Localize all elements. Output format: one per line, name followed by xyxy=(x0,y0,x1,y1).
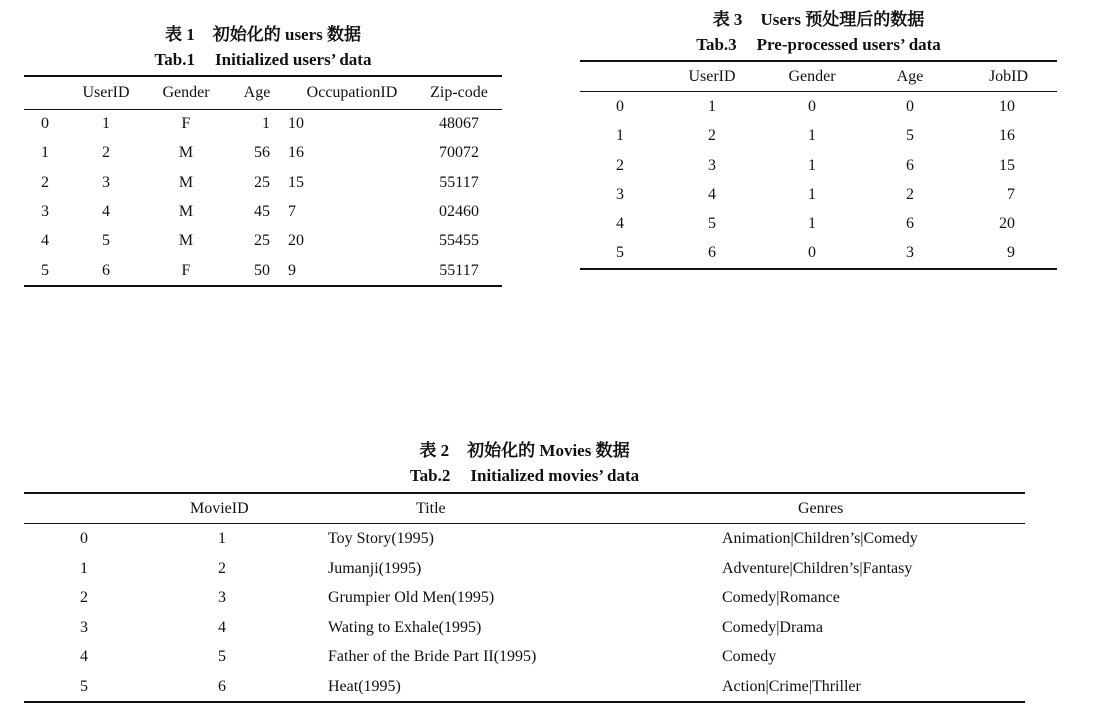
cell-title: Heat(1995) xyxy=(328,677,401,695)
cell-age: 1 xyxy=(262,115,270,133)
table-row xyxy=(24,139,502,168)
column-header: OccupationID xyxy=(306,83,398,101)
cell-title: Toy Story(1995) xyxy=(328,530,434,548)
table-header-row xyxy=(24,493,1025,524)
cell-age: 56 xyxy=(254,144,270,162)
table-row xyxy=(580,151,1057,180)
caption-en: Tab.3 Pre-processed users’ data xyxy=(696,35,941,54)
cell-jobid: 10 xyxy=(999,97,1015,115)
cell-age: 25 xyxy=(254,173,270,191)
column-header: MovieID xyxy=(190,499,249,517)
cell-userid: 3 xyxy=(708,156,716,174)
column-header: JobID xyxy=(988,67,1029,85)
cell-age: 6 xyxy=(906,156,914,174)
cell-movieid: 6 xyxy=(218,677,226,695)
cell-userid: 2 xyxy=(708,127,716,145)
row-index: 4 xyxy=(616,215,624,233)
cell-gender: 1 xyxy=(808,127,816,145)
column-header xyxy=(24,76,66,109)
caption-zh: 表 2 初始化的 Movies 数据 xyxy=(419,441,630,460)
column-header xyxy=(580,61,660,92)
row-index: 2 xyxy=(41,173,49,191)
table-row xyxy=(24,642,1025,672)
cell-occupation: 16 xyxy=(288,144,304,162)
table-row xyxy=(24,109,502,139)
cell-jobid: 20 xyxy=(999,215,1015,233)
cell-zip: 48067 xyxy=(439,115,479,133)
caption-zh: 表 1 初始化的 users 数据 xyxy=(164,25,362,44)
cell-genres: Comedy xyxy=(722,648,777,666)
row-index: 5 xyxy=(616,244,624,262)
cell-occupation: 7 xyxy=(288,203,296,221)
table-row xyxy=(24,583,1025,613)
table-row xyxy=(580,122,1057,151)
table-header-row xyxy=(580,61,1057,92)
cell-userid: 5 xyxy=(102,232,110,250)
cell-title: Grumpier Old Men(1995) xyxy=(328,589,495,607)
row-index: 1 xyxy=(80,559,88,577)
table-row xyxy=(24,168,502,197)
table-row xyxy=(580,92,1057,122)
row-index: 1 xyxy=(616,127,624,145)
cell-title: Wating to Exhale(1995) xyxy=(328,618,482,636)
cell-movieid: 2 xyxy=(218,559,226,577)
cell-userid: 4 xyxy=(708,185,716,203)
cell-gender: M xyxy=(178,173,194,191)
cell-userid: 1 xyxy=(708,97,716,115)
cell-gender: 1 xyxy=(808,185,816,203)
cell-gender: M xyxy=(178,203,194,221)
cell-age: 3 xyxy=(906,244,914,262)
cell-occupation: 10 xyxy=(288,115,304,133)
row-index: 1 xyxy=(41,144,49,162)
cell-jobid: 7 xyxy=(1007,185,1015,203)
cell-age: 0 xyxy=(906,97,914,115)
cell-zip: 55117 xyxy=(439,173,479,191)
row-index: 4 xyxy=(80,648,88,666)
cell-age: 50 xyxy=(254,261,270,279)
column-header: Age xyxy=(243,83,271,101)
cell-gender: 1 xyxy=(808,156,816,174)
cell-userid: 2 xyxy=(102,144,110,162)
cell-genres: Comedy|Drama xyxy=(722,618,823,636)
cell-age: 5 xyxy=(906,127,914,145)
caption-en: Tab.2 Initialized movies’ data xyxy=(409,466,640,485)
cell-movieid: 1 xyxy=(218,530,226,548)
row-index: 2 xyxy=(80,589,88,607)
row-index: 3 xyxy=(41,203,49,221)
cell-gender: F xyxy=(181,115,191,133)
cell-userid: 4 xyxy=(102,203,110,221)
row-index: 3 xyxy=(616,185,624,203)
cell-title: Father of the Bride Part II(1995) xyxy=(328,648,537,666)
row-index: 3 xyxy=(80,618,88,636)
column-header: Title xyxy=(416,499,446,517)
table-1-caption xyxy=(24,22,502,72)
cell-userid: 1 xyxy=(102,115,110,133)
row-index: 0 xyxy=(616,97,624,115)
cell-genres: Animation|Children’s|Comedy xyxy=(722,530,918,548)
table-2-caption xyxy=(24,438,1025,488)
row-index: 0 xyxy=(80,530,88,548)
cell-userid: 5 xyxy=(708,215,716,233)
row-index: 5 xyxy=(80,677,88,695)
preprocessed-users-table xyxy=(580,60,1057,270)
movies-table xyxy=(24,492,1025,703)
cell-zip: 70072 xyxy=(439,144,479,162)
row-index: 4 xyxy=(41,232,49,250)
cell-genres: Action|Crime|Thriller xyxy=(722,677,861,695)
table-row xyxy=(24,524,1025,554)
cell-occupation: 20 xyxy=(288,232,304,250)
cell-gender: F xyxy=(181,261,191,279)
cell-gender: 0 xyxy=(808,97,816,115)
cell-genres: Comedy|Romance xyxy=(722,589,840,607)
cell-title: Jumanji(1995) xyxy=(328,559,422,577)
table-row xyxy=(580,209,1057,238)
cell-genres: Adventure|Children’s|Fantasy xyxy=(722,559,913,577)
column-header xyxy=(24,493,144,524)
table-row xyxy=(24,554,1025,584)
cell-userid: 3 xyxy=(102,173,110,191)
column-header: Age xyxy=(896,67,924,85)
table-3-caption xyxy=(580,7,1057,57)
table-row xyxy=(24,227,502,256)
users-table xyxy=(24,75,502,287)
column-header: Gender xyxy=(788,67,836,85)
column-header: Gender xyxy=(162,83,210,101)
cell-occupation: 15 xyxy=(288,173,304,191)
table-row xyxy=(24,197,502,226)
cell-occupation: 9 xyxy=(288,261,296,279)
cell-gender: 0 xyxy=(808,244,816,262)
cell-age: 45 xyxy=(254,203,270,221)
column-header: UserID xyxy=(82,83,130,101)
row-index: 0 xyxy=(41,115,49,133)
cell-movieid: 3 xyxy=(218,589,226,607)
caption-en: Tab.1 Initialized users’ data xyxy=(154,50,372,69)
cell-userid: 6 xyxy=(708,244,716,262)
column-header: UserID xyxy=(688,67,736,85)
cell-movieid: 4 xyxy=(218,618,226,636)
table-row xyxy=(580,180,1057,209)
cell-age: 2 xyxy=(906,185,914,203)
table-row xyxy=(580,239,1057,269)
table-header-row xyxy=(24,76,502,109)
table-row xyxy=(24,613,1025,643)
row-index: 2 xyxy=(616,156,624,174)
table-row xyxy=(24,256,502,286)
cell-age: 6 xyxy=(906,215,914,233)
cell-jobid: 9 xyxy=(1007,244,1015,262)
caption-zh: 表 3 Users 预处理后的数据 xyxy=(712,10,925,29)
cell-zip: 02460 xyxy=(439,203,479,221)
cell-age: 25 xyxy=(254,232,270,250)
cell-jobid: 15 xyxy=(999,156,1015,174)
cell-zip: 55455 xyxy=(439,232,479,250)
cell-movieid: 5 xyxy=(218,648,226,666)
cell-userid: 6 xyxy=(102,261,110,279)
column-header: Genres xyxy=(798,499,844,517)
cell-gender: M xyxy=(178,144,194,162)
cell-gender: 1 xyxy=(808,215,816,233)
cell-gender: M xyxy=(178,232,194,250)
cell-jobid: 16 xyxy=(999,127,1015,145)
column-header: Zip-code xyxy=(430,83,488,101)
cell-zip: 55117 xyxy=(439,261,479,279)
row-index: 5 xyxy=(41,261,49,279)
table-row xyxy=(24,672,1025,703)
